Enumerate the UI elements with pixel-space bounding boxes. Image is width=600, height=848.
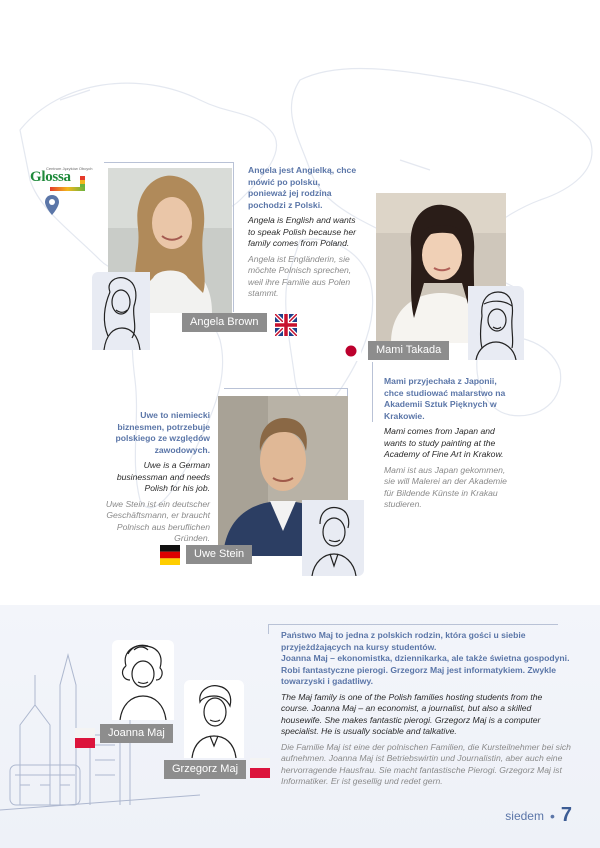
angela-name-tag: Angela Brown [182, 313, 267, 332]
page-number-separator: • [549, 807, 555, 824]
uwe-text-de: Uwe Stein ist ein deutscher Geschäftsmann, er braucht Polnisch aus beruflichen Gründen. [105, 498, 210, 543]
mami-text-de: Mami ist aus Japan gekommen, sie will Malerei an der Akademie für Bildende Künste in Krakau studieren. [384, 464, 507, 509]
family-text-pl-details: Joanna Maj – ekonomistka, dziennikarka, ale także świetna gospodyni. Robi fantastyczne pierogi. Grzegorz Maj jest informatykiem. Zwykle towarzyski i gadatliwy. [281, 653, 570, 686]
page-number [505, 804, 572, 827]
page-number-word: siedem [505, 808, 544, 823]
logo-tagline: Centrum Języków Obcych [46, 166, 93, 171]
location-pin-icon [44, 194, 60, 216]
grzegorz-sketch [184, 680, 244, 758]
family-text-en: The Maj family is one of the Polish families hosting students from the course. Joanna Maj – an economist, a journalist, but also a skilled housewife. She makes fantastic pierogi. Grzegorz Maj is a computer specialist. He is usually sociable and talkative. [281, 691, 543, 736]
logo-name: Glossa [30, 169, 71, 185]
mami-text-en: Mami comes from Japan and wants to study painting at the Academy of Fine Art in Krakow. [384, 426, 504, 459]
joanna-name-tag: Joanna Maj [100, 724, 173, 743]
poland-flag-icon [250, 758, 270, 778]
grzegorz-name-tag: Grzegorz Maj [164, 760, 246, 779]
uwe-text-en: Uwe is a German businessman and needs Polish for his job. [116, 460, 210, 493]
angela-text-de: Angela ist Engländerin, sie möchte Polnisch sprechen, weil ihre Familie aus Polen stammt. [248, 253, 352, 298]
angela-description [248, 165, 358, 304]
uwe-name-tag: Uwe Stein [186, 545, 252, 564]
family-text-pl-intro: Państwo Maj to jedna z polskich rodzin, która gości u siebie przyjeżdżających na kursy studentów. [281, 630, 526, 652]
mami-text-pl: Mami przyjechała z Japonii, chce studiować malarstwo na Akademii Sztuk Pięknych w Krakowie. [384, 376, 506, 421]
uwe-description [100, 410, 210, 549]
uwe-text-pl: Uwe to niemiecki biznesmen, potrzebuje polskiego ze względów zawodowych. [115, 410, 210, 455]
uwe-sketch [302, 500, 364, 576]
angela-text-en: Angela is English and wants to speak Polish because her family comes from Poland. [248, 215, 356, 248]
angela-text-pl: Angela jest Angielką, chce mówić po polsku, ponieważ jej rodzina pochodzi z Polski. [248, 165, 357, 210]
family-description [281, 630, 571, 792]
mami-sketch [468, 286, 524, 360]
logo-bar [50, 187, 85, 191]
uk-flag-icon [275, 314, 297, 336]
poland-flag-icon [75, 728, 95, 748]
japan-flag-icon [341, 341, 361, 361]
mami-description [384, 376, 509, 515]
mami-name-tag: Mami Takada [368, 341, 449, 360]
family-text-de: Die Familie Maj ist eine der polnischen Familien, die Kursteilnehmer bei sich aufnehmen. Joanna Maj ist Betriebswirtin und Journalistin, aber auch eine hervorragende Hausfrau. Sie macht fantastische Pierogi. Grzegorz Maj ist Informatiker. Er ist gesellig und redet gern. [281, 741, 571, 786]
joanna-sketch [112, 640, 174, 720]
page-number-digit: 7 [560, 804, 572, 826]
angela-sketch [92, 272, 150, 350]
